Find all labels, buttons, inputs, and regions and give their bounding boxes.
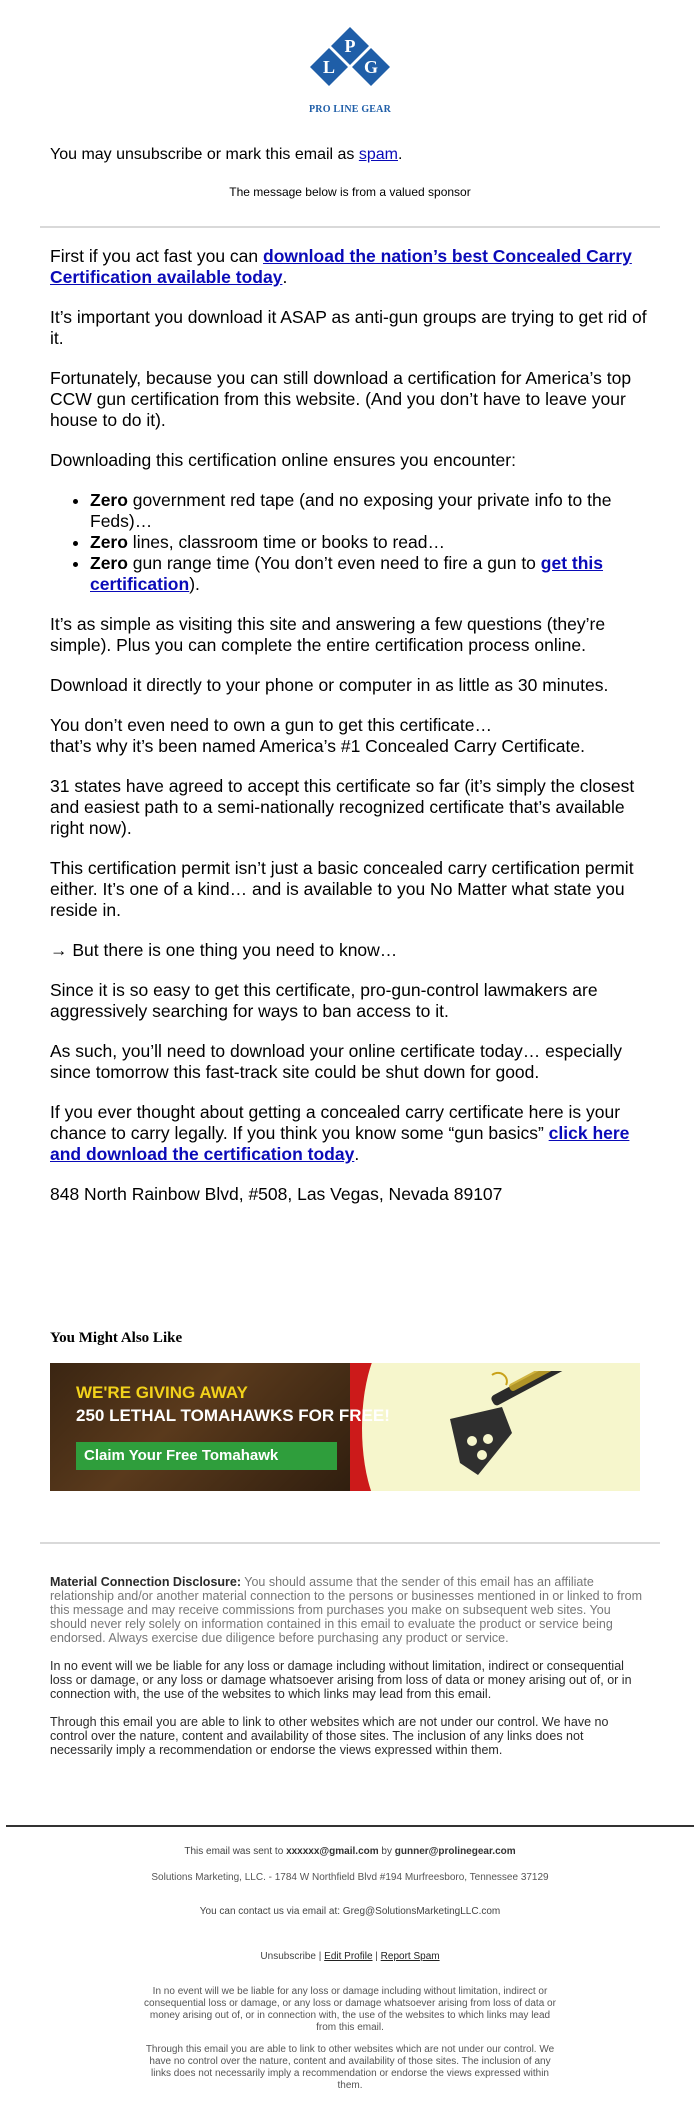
bullet-text: gun range time (You don’t even need to fire a gun to (127, 553, 541, 573)
sponsor-note: The message below is from a valued sponsor (229, 185, 471, 199)
logo-letter-p: P (344, 36, 356, 56)
list-item (90, 490, 650, 532)
also-like-heading: You Might Also Like (50, 1330, 183, 1346)
unsubscribe-suffix: . (398, 146, 403, 163)
paragraph-intro (50, 246, 650, 288)
list-item (90, 553, 650, 595)
intro-text: First if you act fast you can (50, 246, 263, 266)
banner-headline-white: 250 LETHAL TOMAHAWKS FOR FREE! (76, 1406, 390, 1425)
paragraph-31-states: 31 states have agreed to accept this certificate so far (it’s simply the closest and easiest path to a semi-nationally recognized certificate that’s available right now). (50, 776, 635, 838)
claim-tomahawk-button[interactable]: Claim Your Free Tomahawk (76, 1442, 337, 1470)
divider-footer (6, 1825, 694, 1827)
disclosure-paragraph (50, 1575, 646, 1645)
footer-contact: You can contact us via email at: Greg@SolutionsMarketingLLC.com (199, 1906, 501, 1917)
own-gun-line1: You don’t even need to own a gun to get this certificate… (50, 715, 493, 735)
logo-caption: PRO LINE GEAR (308, 104, 392, 115)
benefits-list (50, 490, 650, 595)
unsubscribe-prefix: You may unsubscribe or mark this email as (50, 146, 359, 163)
paragraph-fortunately: Fortunately, because you can still download a certification for America’s top CCW gun certification from this website. (And you don’t have to leave your house to do it). (50, 368, 632, 430)
footer-liability: In no event will we be liable for any loss or damage including without limitation, indirect or consequential loss or damage, or any loss or damage whatsoever arising from loss of data or money arising out of, or in connection with, the use of the websites to which links may lead from this email. (144, 1986, 556, 2033)
spam-link[interactable]: spam (358, 146, 398, 163)
paragraph-own-gun (50, 715, 650, 757)
tomahawk-icon (430, 1371, 610, 1483)
edit-profile-link[interactable]: Edit Profile (324, 1951, 373, 1962)
get-certification-link[interactable]: get this certification (90, 553, 604, 594)
sent-by-email: gunner@prolinegear.com (394, 1846, 516, 1857)
logo-letter-l: L (322, 57, 336, 77)
own-gun-line2: that’s why it’s been named America’s #1 Concealed Carry Certificate. (50, 736, 585, 756)
footer-sent-line (140, 1846, 560, 1857)
footer-company: Solutions Marketing, LLC. - 1784 W Northfield Blvd #194 Murfreesboro, Tennessee 37129 (151, 1872, 549, 1883)
logo-letter-g: G (363, 57, 379, 77)
bullet-bold: Zero (90, 532, 128, 552)
paragraph-chance (50, 1102, 650, 1165)
paragraph-download-minutes: Download it directly to your phone or computer in as little as 30 minutes. (50, 675, 609, 695)
bullet-text: lines, classroom time or books to read… (127, 532, 446, 552)
logo-diamonds-icon (290, 25, 410, 105)
unsubscribe-line (50, 146, 402, 164)
message-body (50, 246, 650, 1224)
disclosure-links: Through this email you are able to link to other websites which are not under our control. We have no control over the nature, content and availability of those sites. The inclusion of any links does not necessarily imply a recommendation or endorse the views expressed within them. (50, 1715, 609, 1757)
report-spam-link[interactable]: Report Spam (380, 1951, 440, 1962)
disclosure-title: Material Connection Disclosure: (50, 1575, 242, 1589)
footer-links (140, 1951, 560, 1962)
paragraph-lawmakers: Since it is so easy to get this certificate, pro-gun-control lawmakers are aggressively searching for ways to ban access to it. (50, 980, 598, 1021)
disclosure-text: You should assume that the sender of this email has an affiliate relationship and/or another material connection to the persons or businesses mentioned in or linked to from this message and may receive commissions from purchases you make on subsequent web sites. You should never rely solely on information contained in this email to evaluate the product or service being endorsed. Always exercise due diligence before purchasing any product or service. (50, 1575, 643, 1645)
paragraph-one-thing: → But there is one thing you need to know… (50, 940, 398, 960)
footer-divider: | (372, 1951, 381, 1962)
chance-text: If you ever thought about getting a concealed carry certificate here is your chance to carry legally. If you think you know some “gun basics” (50, 1102, 621, 1143)
disclosure-section (50, 1575, 646, 1771)
sent-by-word: by (378, 1846, 395, 1857)
bullet-after: ). (189, 574, 200, 594)
intro-suffix: . (282, 267, 288, 287)
paragraph-asap: It’s important you download it ASAP as anti-gun groups are trying to get rid of it. (50, 307, 647, 348)
click-here-download-link[interactable]: click here and download the certification today (50, 1123, 630, 1164)
banner-headline-yellow: WE'RE GIVING AWAY (76, 1383, 248, 1402)
paragraph-permit: This certification permit isn’t just a basic concealed carry certification permit either. It’s one of a kind… and is available to you No Matter what state you reside in. (50, 858, 634, 920)
footer-divider: | (316, 1951, 325, 1962)
paragraph-simple: It’s as simple as visiting this site and answering a few questions (they’re simple). Plus you can complete the entire certification process online. (50, 614, 606, 655)
paragraph-ensures: Downloading this certification online ensures you encounter: (50, 450, 516, 470)
divider-disclosure (40, 1542, 660, 1544)
footer-links-notice: Through this email you are able to link to other websites which are not under our control. We have no control over the nature, content and availability of those sites. The inclusion of any links does not necessarily imply a recommendation or endorse the views expressed within them. (145, 2044, 555, 2091)
bullet-bold: Zero (90, 490, 128, 510)
footer-unsubscribe-text[interactable]: Unsubscribe (260, 1951, 316, 1962)
disclosure-liability: In no event will we be liable for any loss or damage including without limitation, indirect or consequential loss or damage, or any loss or damage whatsoever arising from loss of data or money arising out of, or in connection with, the use of the websites to which links may lead from this email. (50, 1659, 632, 1701)
sent-prefix: This email was sent to (184, 1846, 287, 1857)
download-certification-link[interactable]: download the nation’s best Concealed Carry Certification available today (50, 246, 632, 287)
chance-suffix: . (354, 1144, 360, 1164)
paragraph-as-such: As such, you’ll need to download your online certificate today… especially since tomorrow this fast-track site could be shut down for good. (50, 1041, 622, 1082)
logo (290, 25, 410, 120)
mailing-address: 848 North Rainbow Blvd, #508, Las Vegas, Nevada 89107 (50, 1184, 503, 1204)
divider-top (40, 226, 660, 228)
sent-to-email: xxxxxx@gmail.com (286, 1846, 379, 1857)
tomahawk-ad-banner[interactable] (50, 1363, 640, 1491)
bullet-bold: Zero (90, 553, 128, 573)
banner-cream-curve (362, 1363, 422, 1491)
bullet-text: government red tape (and no exposing your private info to the Feds)… (90, 490, 612, 531)
list-item (90, 532, 650, 553)
